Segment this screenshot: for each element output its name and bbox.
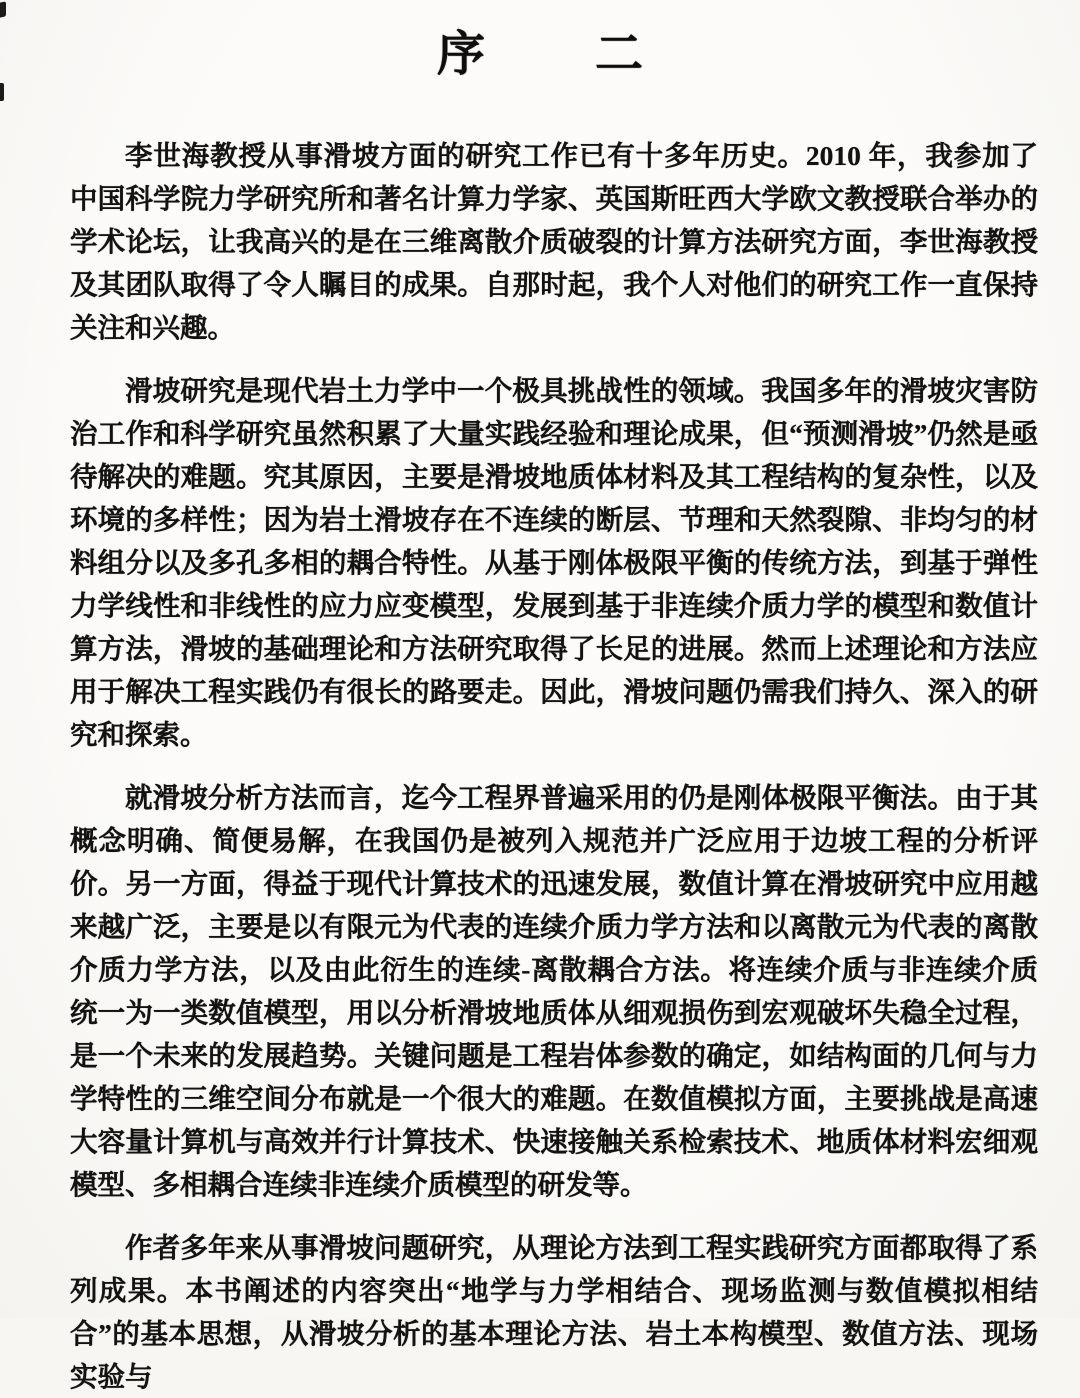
title-char-er: 二 [595, 28, 644, 81]
page-title [0, 26, 1080, 84]
document-body [70, 134, 1038, 1398]
paragraph-2: 滑坡研究是现代岩土力学中一个极具挑战性的领域。我国多年的滑坡灾害防治工作和科学研究虽然积累了大量实践经验和理论成果，但“预测滑坡”仍然是亟待解决的难题。究其原因，主要是滑坡地质体材料及其工程结构的复杂性，以及环境的多样性；因为岩土滑坡存在不连续的断层、节理和天然裂隙、非均匀的材料组分以及多孔多相的耦合特性。从基于刚体极限平衡的传统方法，到基于弹性力学线性和非线性的应力应变模型，发展到基于非连续介质力学的模型和数值计算方法，滑坡的基础理论和方法研究取得了长足的进展。然而上述理论和方法应用于解决工程实践仍有很长的路要走。因此，滑坡问题仍需我们持久、深入的研究和探索。 [70, 375, 1038, 750]
scan-artifact [0, 1, 6, 17]
paragraph-1: 李世海教授从事滑坡方面的研究工作已有十多年历史。2010 年，我参加了中国科学院力学研究所和著名计算力学家、英国斯旺西大学欧文教授联合举办的学术论坛，让我高兴的是在三维离散介质破裂的计算方法研究方面，李世海教授及其团队取得了令人瞩目的成果。自那时起，我个人对他们的研究工作一直保持关注和兴趣。 [70, 140, 1038, 343]
title-char-xu: 序 [436, 28, 485, 81]
paragraph-3: 就滑坡分析方法而言，迄今工程界普遍采用的仍是刚体极限平衡法。由于其概念明确、简便易解，在我国仍是被列入规范并广泛应用于边坡工程的分析评价。另一方面，得益于现代计算技术的迅速发展，数值计算在滑坡研究中应用越来越广泛，主要是以有限元为代表的连续介质力学方法和以离散元为代表的离散介质力学方法，以及由此衍生的连续-离散耦合方法。将连续介质与非连续介质统一为一类数值模型，用以分析滑坡地质体从细观损伤到宏观破坏失稳全过程，是一个未来的发展趋势。关键问题是工程岩体参数的确定，如结构面的几何与力学特性的三维空间分布就是一个很大的难题。在数值模拟方面，主要挑战是高速大容量计算机与高效并行计算技术、快速接触关系检索技术、地质体材料宏细观模型、多相耦合连续非连续介质模型的研发等。 [70, 782, 1038, 1200]
scan-artifact [0, 83, 4, 101]
paragraph-4: 作者多年来从事滑坡问题研究，从理论方法到工程实践研究方面都取得了系列成果。本书阐述的内容突出“地学与力学相结合、现场监测与数值模拟相结合”的基本思想，从滑坡分析的基本理论方法、岩土本构模型、数值方法、现场实验与 [70, 1232, 1038, 1392]
